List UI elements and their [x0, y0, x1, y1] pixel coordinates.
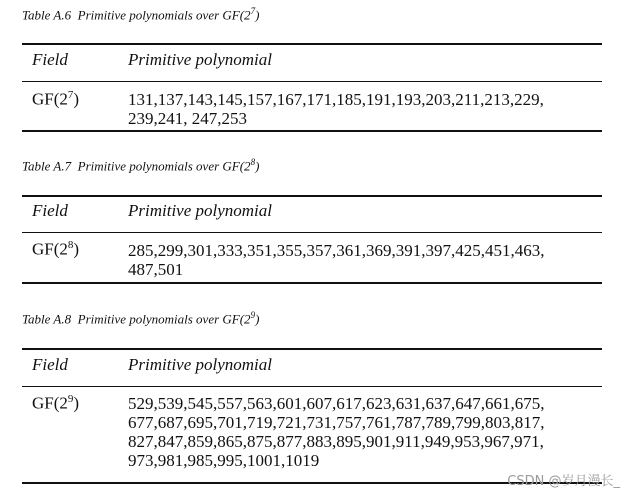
table-a7-top-rule	[22, 195, 602, 197]
table-a7-bottom-rule	[22, 282, 602, 284]
table-a6-values-line: 131,137,143,145,157,167,171,185,191,193,203,211,213,229,	[128, 90, 544, 109]
table-a7-header-field: Field	[32, 201, 68, 220]
table-a6-header-field: Field	[32, 50, 68, 69]
table-a6-values	[128, 90, 544, 128]
table-a8-values-line: 529,539,545,557,563,601,607,617,623,631,637,647,661,675,	[128, 394, 545, 413]
table-a8-header-poly: Primitive polynomial	[128, 355, 273, 374]
table-a8-values-line: 827,847,859,865,875,877,883,895,901,911,949,953,967,971,	[128, 432, 544, 451]
table-a7-caption: Table A.7 Primitive polynomials over $GF(2^8)$	[22, 157, 260, 174]
table-a6-top-rule	[22, 43, 602, 45]
table-a8-values-line: 677,687,695,701,719,721,731,757,761,787,789,799,803,817,	[128, 413, 545, 432]
table-a6-values-line: 239,241, 247,253	[128, 109, 247, 128]
table-a6-caption: Table A.6 Primitive polynomials over $GF(2^7)$	[22, 6, 260, 23]
table-a8-top-rule	[22, 348, 602, 350]
table-a8-header-field: Field	[32, 355, 68, 374]
table-a8-values	[128, 394, 545, 470]
table-a7-header-poly: Primitive polynomial	[128, 201, 273, 220]
table-a8-values-line: 973,981,985,995,1001,1019	[128, 451, 320, 470]
table-a8-caption: Table A.8 Primitive polynomials over $GF(2^9)$	[22, 310, 260, 327]
watermark: CSDN @岁月漫长_	[507, 474, 620, 489]
table-a7-header-rule	[22, 232, 602, 233]
table-a8-header-rule	[22, 386, 602, 387]
table-a7-values-line: 487,501	[128, 260, 184, 279]
table-a6-header-rule	[22, 81, 602, 82]
table-a6-field-cell: $GF(2^7)$	[32, 89, 80, 109]
table-a8-field-cell: $GF(2^9)$	[32, 393, 80, 413]
table-a6-bottom-rule	[22, 130, 602, 132]
table-a7-values-line: 285,299,301,333,351,355,357,361,369,391,397,425,451,463,	[128, 241, 545, 260]
table-a6-header-poly: Primitive polynomial	[128, 50, 273, 69]
table-a7-values	[128, 241, 545, 279]
table-a7-field-cell: $GF(2^8)$	[32, 239, 80, 259]
